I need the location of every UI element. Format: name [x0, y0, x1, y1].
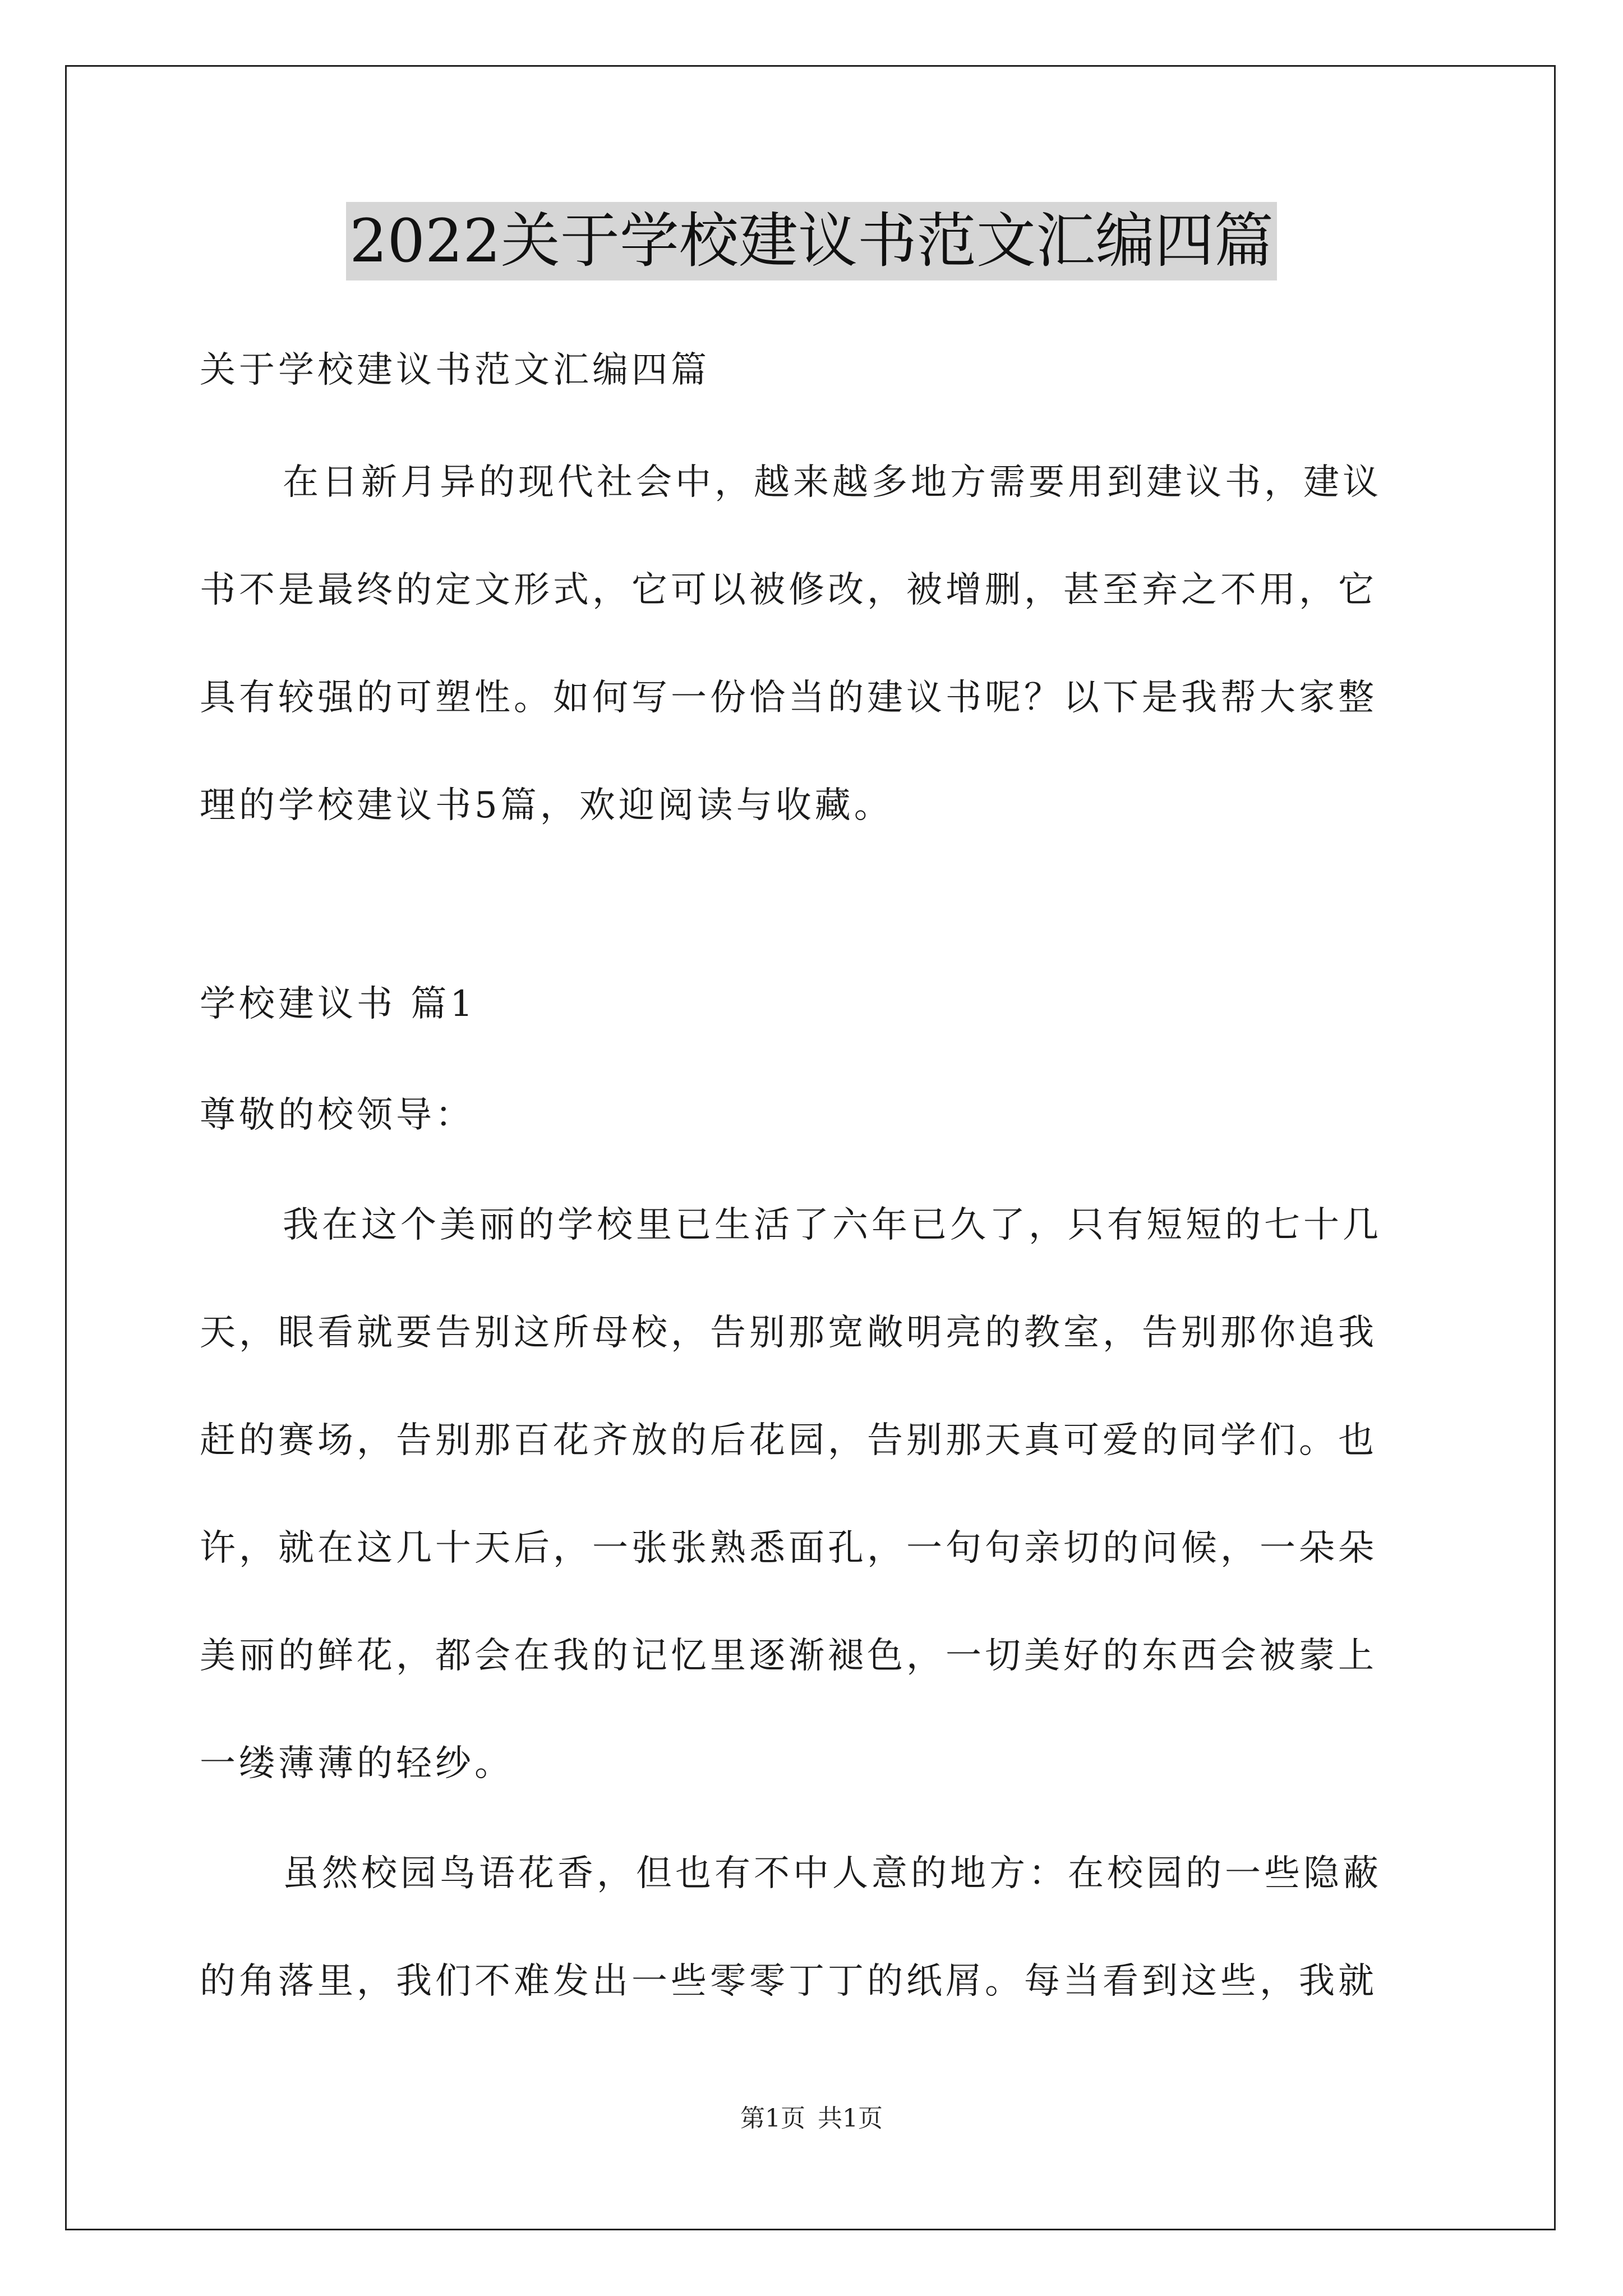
- document-title: 2022关于学校建议书范文汇编四篇: [346, 202, 1277, 280]
- paragraph-line: 书不是最终的定文形式，它可以被修改，被增删，甚至弃之不用，它: [200, 569, 1377, 611]
- paragraph-line: 虽然校园鸟语花香，但也有不中人意的地方：在校园的一些隐蔽: [283, 1853, 1382, 1894]
- page-total: 共1页: [818, 2104, 883, 2133]
- paragraph-line: 具有较强的可塑性。如何写一份恰当的建议书呢？以下是我帮大家整: [200, 677, 1377, 719]
- salutation-line: 尊敬的校领导：: [200, 1094, 474, 1136]
- paragraph-line: 天，眼看就要告别这所母校，告别那宽敞明亮的教室，告别那你追我: [200, 1312, 1377, 1354]
- subtitle-line: 关于学校建议书范文汇编四篇: [200, 349, 710, 391]
- page-footer: [0, 2098, 1623, 2134]
- paragraph-line: 美丽的鲜花，都会在我的记忆里逐渐褪色，一切美好的东西会被蒙上: [200, 1635, 1377, 1677]
- title-container: [0, 202, 1623, 280]
- paragraph-line: 许，就在这几十天后，一张张熟悉面孔，一句句亲切的问候，一朵朵: [200, 1527, 1377, 1569]
- paragraph-line: 的角落里，我们不难发出一些零零丁丁的纸屑。每当看到这些，我就: [200, 1961, 1377, 2002]
- page-number: 第1页: [740, 2104, 805, 2133]
- paragraph-line: 理的学校建议书5篇，欢迎阅读与收藏。: [200, 785, 893, 826]
- paragraph-line: 一缕薄薄的轻纱。: [200, 1743, 514, 1784]
- paragraph-line: 我在这个美丽的学校里已生活了六年已久了，只有短短的七十几: [283, 1204, 1382, 1246]
- paragraph-line: 赶的赛场，告别那百花齐放的后花园，告别那天真可爱的同学们。也: [200, 1420, 1377, 1461]
- paragraph-line: 在日新月异的现代社会中，越来越多地方需要用到建议书，建议: [283, 462, 1382, 503]
- section-heading: 学校建议书 篇1: [200, 983, 477, 1025]
